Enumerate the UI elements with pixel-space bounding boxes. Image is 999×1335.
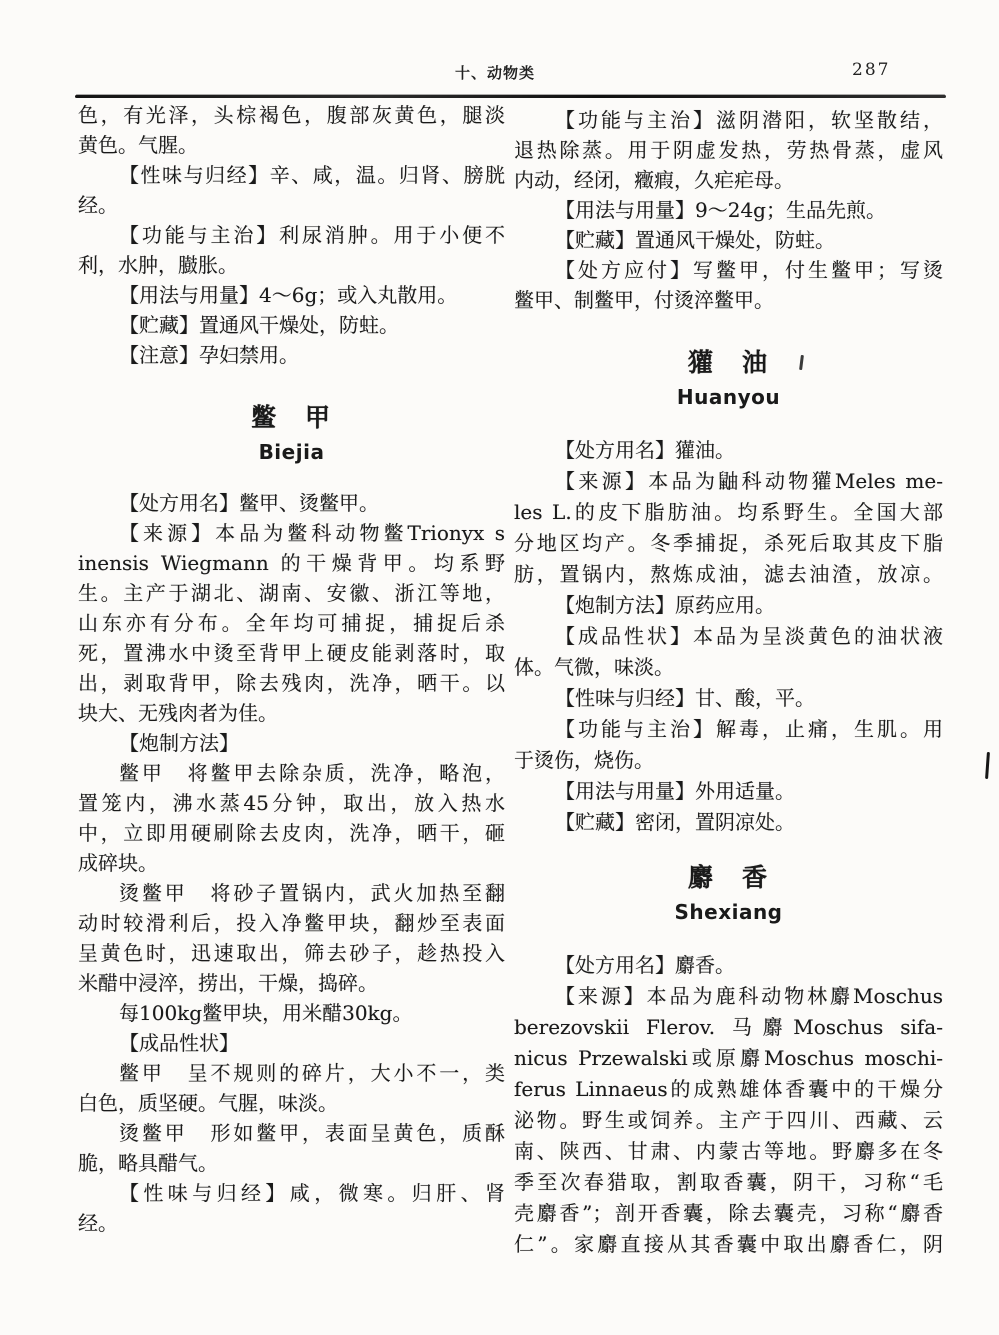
- running-header: [0, 60, 999, 84]
- text-line: 【成品性状】: [119, 1031, 239, 1055]
- text-line: 动时较滑利后，投入净鳖甲块，翻炒至表面: [78, 911, 505, 935]
- text-line: 【处方用名】鳖甲、烫鳖甲。: [119, 491, 379, 515]
- text-line: 【用法与用量】4～6g；或入丸散用。: [119, 283, 458, 307]
- text-line: 每100kg鳖甲块，用米醋30kg。: [119, 1001, 413, 1025]
- chapter-title: 十、动物类: [455, 64, 536, 82]
- text-line: berezovskii Flerov. 马麝Moschus sifa-: [514, 1015, 943, 1039]
- text-line: 【处方用名】麝香。: [555, 953, 735, 977]
- entry-pinyin: Shexiang: [674, 900, 783, 924]
- text-line: 鳖甲、制鳖甲，付烫淬鳖甲。: [514, 288, 774, 312]
- text-line: 【性味与归经】咸，微寒。归肝、肾: [119, 1181, 505, 1205]
- text-line: 【功能与主治】解毒，止痛，生肌。用: [555, 717, 943, 741]
- text-line: ferus Linnaeus的成熟雄体香囊中的干燥分: [514, 1077, 943, 1101]
- entry-heading-shexiang: [514, 860, 943, 928]
- text-line: 块大、无残肉者为佳。: [78, 701, 278, 725]
- text-line: 季至次春猎取，割取香囊，阴干，习称“毛: [514, 1170, 943, 1194]
- text-line: 【贮藏】密闭，置阴凉处。: [555, 810, 795, 834]
- text-line: 内动，经闭，癥瘕，久疟疟母。: [514, 168, 794, 192]
- text-line: 成碎块。: [78, 851, 158, 875]
- entry-title: 獾 油: [687, 348, 769, 377]
- text-line: 鳖甲 将鳖甲去除杂质，洗净，略泡，: [119, 761, 505, 785]
- text-line: 【炮制方法】原药应用。: [555, 593, 775, 617]
- text-line: 经。: [78, 193, 118, 217]
- text-line: 呈黄色时，迅速取出，筛去砂子，趁热投入: [78, 941, 505, 965]
- column-left: [78, 100, 505, 1238]
- text-line: 色，有光泽，头棕褐色，腹部灰黄色，腿淡: [78, 103, 505, 127]
- text-line: 【功能与主治】滋阴潜阳，软坚散结，: [555, 108, 943, 132]
- text-line: 【性味与归经】甘、酸，平。: [555, 686, 815, 710]
- entry-body-shexiang: [514, 950, 943, 1260]
- text-line: 壳麝香”；剖开香囊，除去囊壳，习称“麝香: [514, 1201, 943, 1225]
- text-line: 置笼内，沸水蒸45分钟，取出，放入热水: [78, 791, 505, 815]
- entry-body-huanyou: [514, 435, 943, 838]
- text-line: 【成品性状】本品为呈淡黄色的油状液: [555, 624, 943, 648]
- entry-title: 麝 香: [687, 863, 769, 892]
- text-line: 【注意】孕妇禁用。: [119, 343, 299, 367]
- text-line: 【来源】本品为鹿科动物林麝Moschus: [555, 984, 943, 1008]
- text-line: 山东亦有分布。全年均可捕捉，捕捉后杀: [78, 611, 505, 635]
- text-line: 死，置沸水中烫至背甲上硬皮能剥落时，取: [78, 641, 505, 665]
- text-line: 【用法与用量】外用适量。: [555, 779, 795, 803]
- text-line: inensis Wiegmann 的干燥背甲。均系野: [78, 551, 505, 575]
- text-line: 【来源】本品为鳖科动物鳖Trionyx s: [119, 521, 505, 545]
- column-right: [514, 105, 943, 1260]
- text-line: 于烫伤，烧伤。: [514, 748, 654, 772]
- scan-artifact-vertical-mark: [985, 752, 990, 779]
- text-line: 泌物。野生或饲养。主产于四川、西藏、云: [514, 1108, 943, 1132]
- text-line: 【用法与用量】9～24g；生品先煎。: [555, 198, 886, 222]
- text-line: 【贮藏】置通风干燥处，防蛀。: [555, 228, 835, 252]
- text-line: 脆，略具醋气。: [78, 1151, 218, 1175]
- text-line: 鳖甲 呈不规则的碎片，大小不一，类: [119, 1061, 505, 1085]
- text-line: 肪，置锅内，熬炼成油，滤去油渣，放凉。: [514, 562, 943, 586]
- text-line: 出，剥取背甲，除去残肉，洗净，晒干。以: [78, 671, 505, 695]
- text-line: 南、陕西、甘肃、内蒙古等地。野麝多在冬: [514, 1139, 943, 1163]
- text-line: 米醋中浸淬，捞出，干燥，捣碎。: [78, 971, 378, 995]
- text-line: 生。主产于湖北、湖南、安徽、浙江等地，: [78, 581, 505, 605]
- text-line: 烫鳖甲 形如鳖甲，表面呈黄色，质酥: [119, 1121, 505, 1145]
- header-divider-rule: [75, 95, 946, 98]
- text-line: les L.的皮下脂肪油。均系野生。全国大部: [514, 500, 943, 524]
- text-line: 【性味与归经】辛、咸，温。归肾、膀胱: [119, 163, 505, 187]
- text-line: 【贮藏】置通风干燥处，防蛀。: [119, 313, 399, 337]
- text-line: 利，水肿，臌胀。: [78, 253, 238, 277]
- entry-body-biejia-continued: [514, 105, 943, 315]
- text-line: 经。: [78, 1211, 118, 1235]
- entry-pinyin: Huanyou: [676, 385, 781, 409]
- text-line: 【功能与主治】利尿消肿。用于小便不: [119, 223, 505, 247]
- text-line: 分地区均产。冬季捕捉，杀死后取其皮下脂: [514, 531, 943, 555]
- entry-title: 鳖 甲: [250, 403, 332, 432]
- text-line: 【来源】本品为鼬科动物獾Meles me-: [555, 469, 943, 493]
- text-line: 白色，质坚硬。气腥，味淡。: [78, 1091, 338, 1115]
- text-line: nicus Przewalski或原麝Moschus moschi-: [514, 1046, 943, 1070]
- entry-heading-biejia: [78, 400, 505, 468]
- text-line: 体。气微，味淡。: [514, 655, 674, 679]
- entry-heading-huanyou: [514, 345, 943, 413]
- text-line: 退热除蒸。用于阴虚发热，劳热骨蒸，虚风: [514, 138, 943, 162]
- text-line: 【炮制方法】: [119, 731, 239, 755]
- text-line: 中，立即用硬刷除去皮肉，洗净，晒干，砸: [78, 821, 505, 845]
- text-line: 仁”。家麝直接从其香囊中取出麝香仁，阴: [514, 1232, 943, 1256]
- text-line: 【处方用名】獾油。: [555, 438, 735, 462]
- page-number: 287: [852, 60, 891, 80]
- text-line: 烫鳖甲 将砂子置锅内，武火加热至翻: [119, 881, 505, 905]
- text-line: 黄色。气腥。: [78, 133, 198, 157]
- text-line: 【处方应付】写鳖甲，付生鳖甲；写烫: [555, 258, 943, 282]
- entry-body-biejia: [78, 488, 505, 1238]
- entry-pinyin: Biejia: [258, 440, 325, 464]
